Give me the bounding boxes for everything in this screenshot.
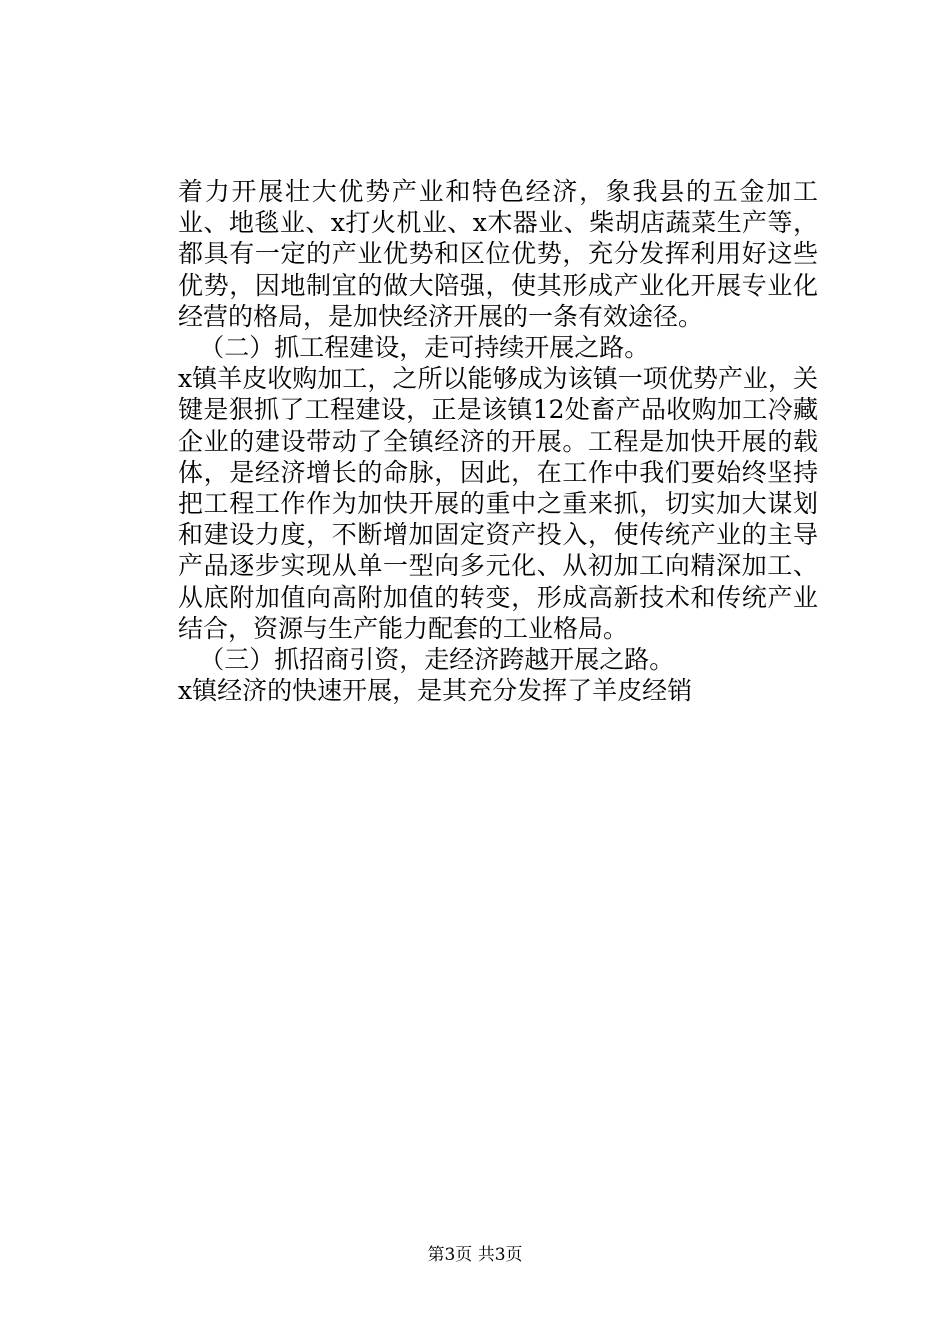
paragraph-section-three: x镇经济的快速开展，是其充分发挥了羊皮经销 (178, 676, 693, 706)
section-heading-two: （二）抓工程建设，走可持续开展之路。 (199, 333, 650, 363)
paragraph-section-two: x镇羊皮收购加工，之所以能够成为该镇一项优势产业，关键是狠抓了工程建设，正是该镇12处畜产品收购加工冷藏企业的建设带动了全镇经济的开展。工程是加快开展的载体，是经济增长的命脉，因此，在工作中我们要始终坚持把工程工作作为加快开展的重中之重来抓，切实加大谋划和建设力度，不断增加固定资产投入，使传统产业的主导产品逐步实现从单一型向多元化、从初加工向精深加工、从底附加值向高附加值的转变，形成高新技术和传统产业结合，资源与生产能力配套的工业格局。 (178, 364, 818, 643)
document-body (178, 176, 818, 706)
section-heading-three: （三）抓招商引资，走经济跨越开展之路。 (199, 645, 675, 675)
page-footer: 第3页 共3页 (427, 1245, 523, 1265)
paragraph-continuation: 着力开展壮大优势产业和特色经济，象我县的五金加工业、地毯业、x打火机业、x木器业、柴胡店蔬菜生产等，都具有一定的产业优势和区位优势，充分发挥利用好这些优势，因地制宜的做大陪强，使其形成产业化开展专业化经营的格局，是加快经济开展的一条有效途径。 (178, 177, 818, 331)
